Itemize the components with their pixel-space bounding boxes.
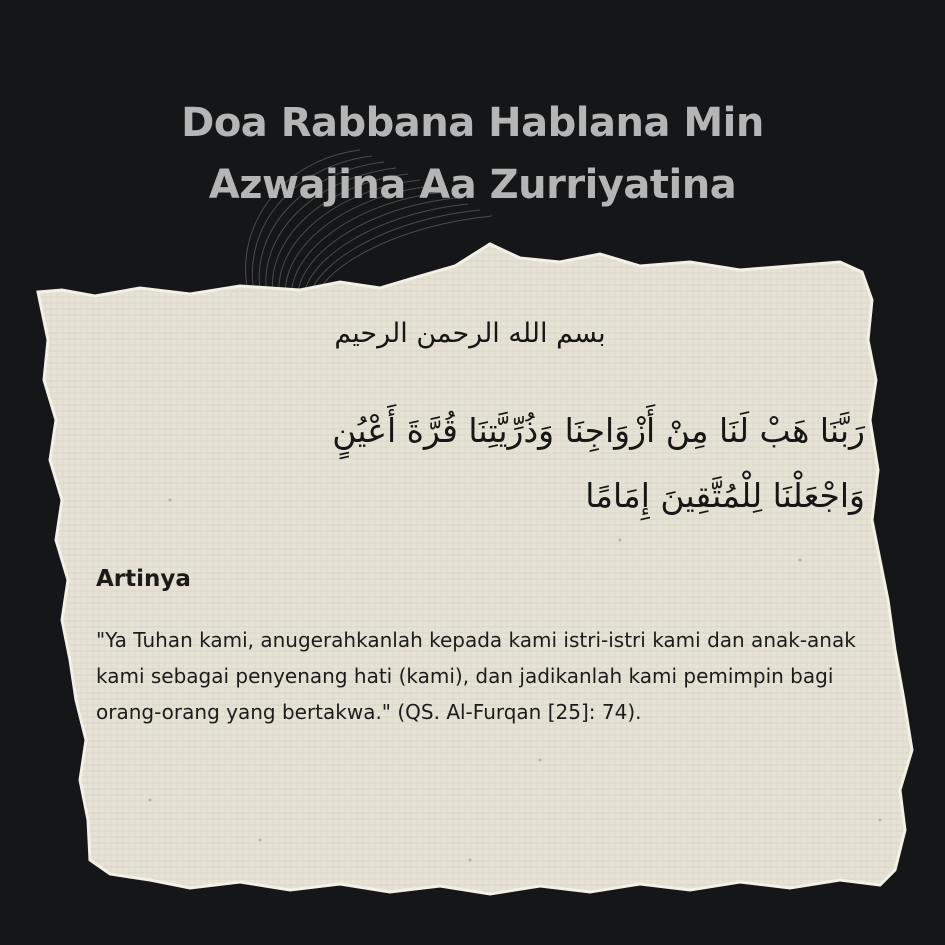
arabic-line-2: وَاجْعَلْنَا لِلْمُتَّقِينَ إِمَامًا [585,476,865,515]
translation-text: "Ya Tuhan kami, anugerahkanlah kepada kami istri-istri kami dan anak-anak kami sebagai penyenang hati (kami), dan jadikanlah kami pemimpin bagi orang-orang yang bertakwa." (QS. Al-Furqan [25]: 74). [96,628,856,724]
arabic-line-1: رَبَّنَا هَبْ لَنَا مِنْ أَزْوَاجِنَا وَذُرِّيَّتِنَا قُرَّةَ أَعْيُنٍ [332,411,865,450]
arabic-verse [95,398,865,528]
artinya-heading: Artinya [96,566,191,592]
title-line-2: Azwajina Aa Zurriyatina [208,162,737,208]
bismillah-text: بسم الله الرحمن الرحيم [334,318,606,349]
title-line-1: Doa Rabbana Hablana Min [181,100,764,146]
